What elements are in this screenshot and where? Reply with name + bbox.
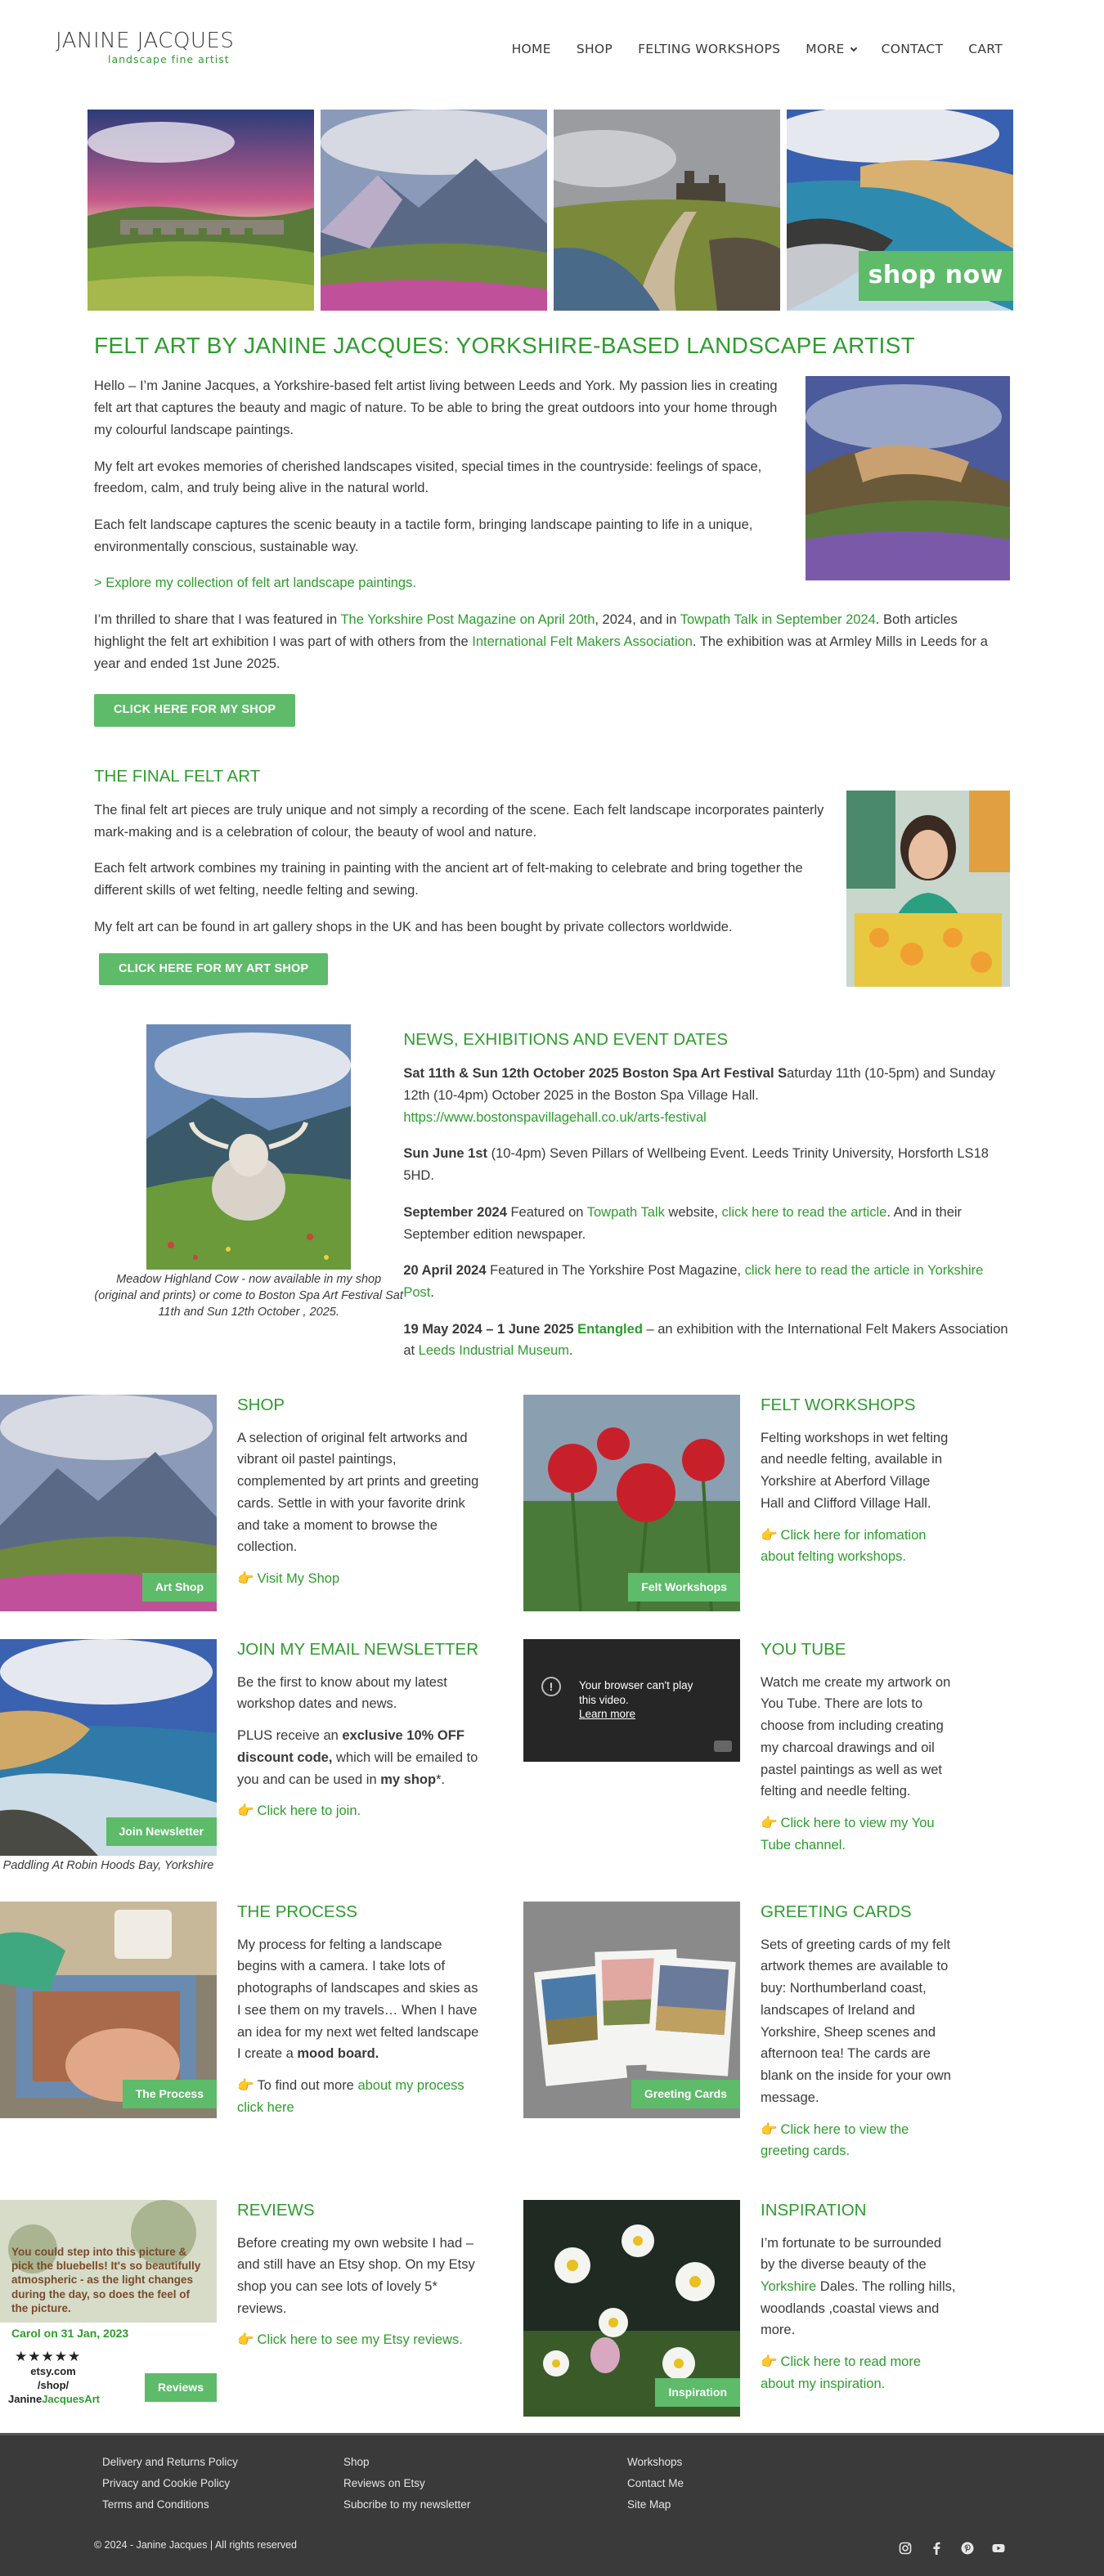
pinterest-icon[interactable]	[960, 2542, 975, 2556]
footer-privacy-link[interactable]: Privacy and Cookie Policy	[102, 2476, 231, 2489]
reviews-card-image[interactable]	[0, 2200, 217, 2417]
footer-workshops-link[interactable]: Workshops	[627, 2455, 683, 2468]
review-quote: You could step into this picture & pick the bluebells! It's so beautifully atmospheric - as the light changes during the day, so does the feel of the picture.	[11, 2245, 201, 2315]
explore-collection-link[interactable]: > Explore my collection of felt art landscape paintings.	[94, 576, 416, 591]
process-card-description: My process for felting a landscape begins with a camera. I take lots of photographs of landscapes and skies as I see them on my travels… When I have an idea for my next wet felted landscape I create a mood board.	[237, 1937, 479, 2062]
reviews-image-button[interactable]: Reviews	[145, 2373, 217, 2402]
workshops-card-image[interactable]	[523, 1395, 740, 1611]
yorkshire-post-link[interactable]: The Yorkshire Post Magazine on April 20th	[340, 612, 595, 628]
nav-contact[interactable]: CONTACT	[881, 42, 944, 56]
process-image-button[interactable]: The Process	[123, 2080, 217, 2108]
youtube-icon	[714, 1740, 732, 1752]
logo-subtitle: landscape fine artist	[108, 52, 230, 65]
featured-paragraph: I’m thrilled to share that I was featured in The Yorkshire Post Magazine on April 20th, 2024, and in Towpath Talk in September 2024. Both articles highlight the felt art exhibition I was part of with others from the International Felt Makers Association. The exhibition was at Armley Mills in Leeds for a year and ended 1st June 2025.	[94, 612, 988, 671]
shop-card-description: A selection of original felt artworks and vibrant oil pastel paintings, complemented by art prints and greeting cards. Settle in with your favorite drink and take a moment to browse the collection.	[237, 1430, 479, 1555]
site-header	[0, 0, 1104, 101]
final-felt-art-text	[94, 800, 834, 985]
footer-contact-link[interactable]: Contact Me	[627, 2476, 684, 2489]
workshops-card-title: FELT WORKSHOPS	[761, 1396, 916, 1415]
newsletter-image-caption: Paddling At Robin Hoods Bay, Yorkshire	[2, 1859, 214, 1873]
workshops-card-description: Felting workshops in wet felting and needle felting, available in Yorkshire at Aberford Village Hall and Clifford Village Hall.	[761, 1430, 949, 1511]
pointing-hand-icon: 👉	[761, 2354, 778, 2370]
pointing-hand-icon: 👉	[237, 2332, 254, 2348]
youtube-channel-link[interactable]: Click here to view my You Tube channel.	[761, 1816, 935, 1852]
workshops-card-text	[761, 1395, 957, 1611]
art-shop-button[interactable]: CLICK HERE FOR MY ART SHOP	[99, 953, 328, 985]
nav-home[interactable]: HOME	[511, 42, 551, 56]
pointing-hand-icon: 👉	[761, 1527, 778, 1543]
logo-title: JANINE JACQUES	[56, 29, 235, 53]
nav-felting-workshops[interactable]: FELTING WORKSHOPS	[638, 42, 781, 56]
pointing-hand-icon: 👉	[237, 2078, 254, 2094]
footer-column-shop	[343, 2452, 470, 2516]
news-item-wellbeing: Sun June 1st (10-4pm) Seven Pillars of Wellbeing Event. Leeds Trinity University, Horsforth LS18 5HD.	[403, 1146, 989, 1184]
copyright-text: © 2024 - Janine Jacques | All rights reserved	[94, 2538, 298, 2551]
greeting-cards-image-button[interactable]: Greeting Cards	[631, 2080, 740, 2108]
towpath-talk-link[interactable]: Towpath Talk in September 2024	[680, 612, 876, 628]
leeds-industrial-museum-link[interactable]: Leeds Industrial Museum	[418, 1343, 570, 1359]
inspiration-link[interactable]: Click here to read more about my inspiration.	[761, 2354, 922, 2391]
pointing-hand-icon: 👉	[237, 1571, 254, 1587]
chevron-down-icon	[850, 45, 856, 52]
shop-card-title: SHOP	[237, 1396, 285, 1415]
footer-shop-link[interactable]: Shop	[343, 2455, 370, 2468]
youtube-video-player[interactable]	[523, 1639, 740, 1762]
instagram-icon[interactable]	[898, 2542, 913, 2556]
reviews-card-title: REVIEWS	[237, 2200, 315, 2220]
intro-section	[94, 327, 1010, 727]
newsletter-card-image[interactable]	[0, 1639, 217, 1856]
page-title: FELT ART BY JANINE JACQUES: YORKSHIRE-BASED LANDSCAPE ARTIST	[94, 333, 916, 358]
process-card-image[interactable]	[0, 1902, 217, 2118]
five-star-icon: ★★★★★	[15, 2348, 82, 2364]
shop-now-button[interactable]: shop now	[859, 251, 1013, 301]
nav-shop[interactable]: SHOP	[576, 42, 613, 56]
youtube-icon[interactable]	[991, 2542, 1006, 2556]
inspiration-image-button[interactable]: Inspiration	[655, 2378, 740, 2407]
felt-makers-association-link[interactable]: International Felt Makers Association	[472, 634, 693, 649]
news-section	[94, 1024, 1010, 1377]
final-paragraph-2: Each felt artwork combines my training in painting with the ancient art of felt-making to celebrate and bring together the different skills of wet felting, needle felting and sewing.	[94, 861, 803, 898]
footer-newsletter-link[interactable]: Subcribe to my newsletter	[343, 2498, 471, 2511]
process-card-title: THE PROCESS	[237, 1902, 357, 1922]
reviews-card-text	[237, 2200, 482, 2417]
footer-column-info	[627, 2452, 684, 2516]
greeting-cards-description: Sets of greeting cards of my felt artwork themes are available to buy: Northumberland coast, landscapes of Ireland and Yorkshire, Sheep scenes and afternoon tea! The cards are blank on the inside for your own message.	[761, 1937, 951, 2105]
pointing-hand-icon: 👉	[761, 2121, 778, 2137]
greeting-cards-image[interactable]	[523, 1902, 740, 2118]
feature-grid	[0, 1395, 956, 2417]
news-item-entangled: 19 May 2024 – 1 June 2025 Entangled – an exhibition with the International Felt Makers Association at Leeds Industrial Museum.	[403, 1321, 1008, 1359]
final-felt-art-title: THE FINAL FELT ART	[94, 766, 261, 786]
highland-cow-caption: Meadow Highland Cow - now available in my shop (original and prints) or come to Boston Spa Art Festival Sat 11th and Sun 12th October , 2025.	[94, 1273, 403, 1319]
boston-spa-link[interactable]: https://www.bostonspavillagehall.co.uk/arts-festival	[403, 1109, 707, 1125]
facebook-icon[interactable]	[929, 2542, 944, 2556]
final-felt-art-section	[94, 763, 1010, 985]
intro-paragraph-2: My felt art evokes memories of cherished landscapes visited, special times in the countryside: feelings of space, freedom, calm, and truly being alive in the natural world.	[94, 459, 762, 496]
footer-sitemap-link[interactable]: Site Map	[627, 2498, 671, 2511]
process-link[interactable]: about my process click here	[237, 2078, 464, 2115]
review-author: Carol on 31 Jan, 2023	[11, 2326, 129, 2340]
yorkshire-link[interactable]: Yorkshire	[761, 2279, 817, 2295]
news-item-boston-spa: Sat 11th & Sun 12th October 2025 Boston Spa Art Festival Saturday 11th (10-5pm) and Sunday 12th (10-4pm) October 2025 in the Boston Spa Village Hall. https://www.bostonspavillagehall.co.uk/arts-festival	[403, 1066, 995, 1125]
news-item-towpath: September 2024 Featured on Towpath Talk website, click here to read the article. And in their September edition newspaper.	[403, 1204, 963, 1242]
site-logo[interactable]	[56, 29, 234, 65]
greeting-cards-title: GREETING CARDS	[761, 1902, 912, 1922]
youtube-card-media	[523, 1639, 720, 1874]
yorkshire-post-article-link[interactable]: click here to read the article in Yorkshire Post	[403, 1263, 984, 1300]
video-error-message: Your browser can't play this video. Learn more	[579, 1679, 693, 1721]
banner-image-mountains	[321, 110, 547, 311]
video-learn-more-link[interactable]: Learn more	[579, 1708, 636, 1721]
art-shop-image-button[interactable]: Art Shop	[142, 1573, 217, 1602]
youtube-card-description: Watch me create my artwork on You Tube. There are lots to choose from including creating my charcoal drawings and oil pastel paintings as well as wet felting and needle felting.	[761, 1674, 951, 1799]
intro-paragraph-1: Hello – I’m Janine Jacques, a Yorkshire-based felt artist living between Leeds and York. My passion lies in creating felt art that captures the beauty and magic of nature. To be able to bring the great outdoors into your home through my colourful landscape paintings.	[94, 379, 778, 437]
shop-button[interactable]: CLICK HERE FOR MY SHOP	[94, 694, 295, 726]
shop-card-text	[237, 1395, 482, 1611]
banner-image-viaduct	[88, 110, 314, 311]
inspiration-card-description: I’m fortunate to be surrounded by the diverse beauty of the Yorkshire Dales. The rolling hills, woodlands ,coastal views and more.	[761, 2235, 956, 2338]
info-icon: !	[541, 1677, 561, 1696]
nav-cart[interactable]: CART	[968, 42, 1003, 56]
artist-photo	[846, 791, 1010, 987]
newsletter-card-description: Be the first to know about my latest workshop dates and news.	[237, 1674, 447, 1712]
visit-shop-link[interactable]: Visit My Shop	[257, 1571, 340, 1587]
join-newsletter-image-button[interactable]: Join Newsletter	[106, 1817, 217, 1846]
pointing-hand-icon: 👉	[761, 1816, 778, 1831]
towpath-article-link[interactable]: click here to read the article	[721, 1204, 887, 1220]
social-links	[898, 2542, 1006, 2556]
process-card-text: THE PROCESS My process for felting a landscape begins with a camera. I take lots of photographs of landscapes and skies as I see them on my travels… When I have an idea for my next wet felted landscape I create a mood board. 👉 To find out more about my process click here	[237, 1902, 482, 2172]
intro-paragraph-3: Each felt landscape captures the scenic beauty in a tactile form, bringing landscape painting to life in a unique, environmentally conscious, sustainable way.	[94, 517, 753, 554]
site-footer	[0, 2433, 1104, 2576]
reviews-card-description: Before creating my own website I had – and still have an Etsy shop. On my Etsy shop you can see lots of lovely 5* reviews.	[237, 2235, 475, 2316]
workshops-info-link[interactable]: Click here for infomation about felting workshops.	[761, 1527, 927, 1565]
felt-workshops-image-button[interactable]: Felt Workshops	[628, 1573, 740, 1602]
nav-more-label: MORE	[806, 42, 845, 56]
hero-banner[interactable]	[88, 110, 1015, 311]
greeting-cards-link[interactable]: Click here to view the greeting cards.	[761, 2121, 909, 2159]
final-paragraph-3: My felt art can be found in art gallery shops in the UK and has been bought by private collectors worldwide.	[94, 919, 733, 934]
newsletter-card-title: JOIN MY EMAIL NEWSLETTER	[237, 1640, 479, 1660]
highland-cow-image[interactable]	[146, 1024, 351, 1270]
banner-image-coast	[787, 110, 1013, 311]
youtube-card-text	[761, 1639, 957, 1874]
inspiration-card-title: INSPIRATION	[761, 2200, 867, 2220]
pointing-hand-icon: 👉	[237, 1803, 254, 1819]
inspiration-card-text	[761, 2200, 957, 2417]
etsy-shop-url: etsy.com /shop/ JanineJacquesArt	[8, 2364, 100, 2405]
inspiration-card-image[interactable]	[523, 2200, 740, 2417]
shop-card-image[interactable]	[0, 1395, 217, 1611]
footer-column-policies	[102, 2452, 238, 2516]
intro-text	[94, 375, 789, 594]
etsy-reviews-link[interactable]: Click here to see my Etsy reviews.	[257, 2332, 463, 2348]
towpath-talk-news-link[interactable]: Towpath Talk	[586, 1204, 665, 1220]
greeting-cards-text	[761, 1902, 957, 2172]
news-list	[403, 1024, 1010, 1377]
news-figure	[94, 1024, 403, 1377]
newsletter-card-text	[237, 1639, 482, 1874]
final-paragraph-1: The final felt art pieces are truly unique and not simply a recording of the scene. Each felt landscape incorporates painterly mark-making and is a celebration of colour, the beauty of wool and nature.	[94, 802, 824, 840]
news-title: NEWS, EXHIBITIONS AND EVENT DATES	[403, 1030, 729, 1050]
footer-etsy-reviews-link[interactable]: Reviews on Etsy	[343, 2476, 425, 2489]
newsletter-card-figure	[0, 1639, 221, 1874]
join-newsletter-link[interactable]: Click here to join.	[257, 1803, 361, 1819]
main-nav	[512, 39, 1003, 60]
newsletter-discount-text: PLUS receive an exclusive 10% OFF discount code, which will be emailed to you and can be used in my shop*.	[237, 1728, 478, 1787]
banner-image-castle	[554, 110, 780, 311]
nav-more[interactable]	[806, 39, 855, 60]
footer-delivery-link[interactable]: Delivery and Returns Policy	[102, 2455, 238, 2468]
news-item-yorkshire-post: 20 April 2024 Featured in The Yorkshire Post Magazine, click here to read the article in Yorkshire Post.	[403, 1263, 984, 1300]
youtube-card-title: YOU TUBE	[761, 1640, 846, 1660]
intro-artwork-image	[806, 376, 1010, 580]
footer-terms-link[interactable]: Terms and Conditions	[102, 2498, 209, 2511]
